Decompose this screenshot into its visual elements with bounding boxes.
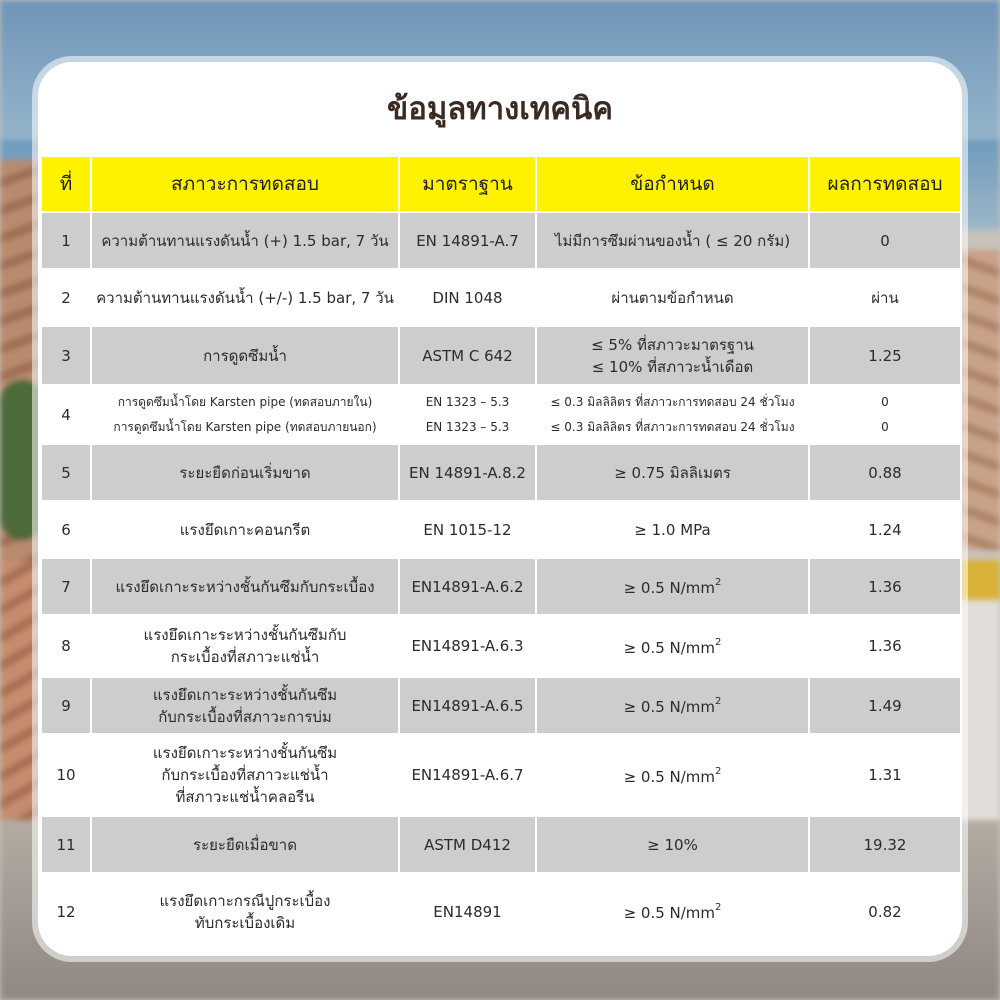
cell-no bbox=[42, 735, 90, 815]
cell-standard bbox=[400, 213, 535, 268]
cell-no bbox=[42, 327, 90, 384]
cell-result-line: 1.36 bbox=[868, 637, 902, 655]
technical-data-card bbox=[38, 62, 962, 956]
cell-result-line: 1.31 bbox=[868, 766, 902, 784]
cell-standard-line: DIN 1048 bbox=[432, 288, 503, 307]
cell-result bbox=[810, 327, 960, 384]
cell-standard bbox=[400, 386, 535, 443]
cell-spec bbox=[537, 735, 808, 815]
cell-standard bbox=[400, 678, 535, 733]
cell-condition bbox=[92, 502, 398, 557]
cell-no-line: 9 bbox=[61, 696, 71, 715]
cell-spec-line: ≥ 0.75 มิลลิเมตร bbox=[614, 463, 731, 482]
cell-condition bbox=[92, 616, 398, 676]
cell-spec bbox=[537, 327, 808, 384]
cell-spec-line: ≤ 5% ที่สภาวะมาตรฐาน bbox=[591, 335, 754, 354]
cell-result-line: 0.82 bbox=[868, 902, 902, 921]
cell-condition-line: การดูดซึมน้ำโดย Karsten pipe (ทดสอบภายใน) bbox=[117, 394, 373, 409]
cell-result bbox=[810, 735, 960, 815]
cell-condition-line: แรงยึดเกาะระหว่างชั้นกันซึม bbox=[152, 744, 338, 762]
cell-no bbox=[42, 213, 90, 268]
table-row bbox=[42, 386, 960, 443]
header-no: ที่ bbox=[42, 157, 90, 211]
cell-result-line: ผ่าน bbox=[871, 288, 899, 307]
cell-spec-line: ≥ 0.5 $N/mm^2$ bbox=[623, 636, 722, 657]
cell-condition-line: ความต้านทานแรงดันน้ำ (+/-) 1.5 bar, 7 วัน bbox=[96, 288, 394, 307]
cell-standard-line: EN 14891-A.8.2 bbox=[409, 463, 526, 482]
cell-standard bbox=[400, 616, 535, 676]
cell-spec bbox=[537, 502, 808, 557]
cell-spec-line: ไม่มีการซึมผ่านของน้ำ ( ≤ 20 กรัม) bbox=[554, 231, 791, 250]
superscript-2: 2 bbox=[715, 577, 722, 588]
cell-condition bbox=[92, 735, 398, 815]
superscript-2: 2 bbox=[715, 765, 722, 777]
cell-condition-line: ระยะยืดเมื่อขาด bbox=[193, 835, 297, 854]
cell-condition bbox=[92, 559, 398, 614]
cell-condition-line: การดูดซึมน้ำโดย Karsten pipe (ทดสอบภายนอก) bbox=[113, 419, 377, 434]
cell-no-line: 4 bbox=[61, 405, 71, 424]
cell-spec bbox=[537, 874, 808, 949]
header-row bbox=[42, 157, 960, 211]
cell-result-line: 1.49 bbox=[868, 696, 902, 715]
cell-standard-line: EN 1323 – 5.3 bbox=[425, 394, 510, 409]
table-row bbox=[42, 616, 960, 676]
cell-condition-line: ทับกระเบื้องเดิม bbox=[194, 913, 296, 932]
cell-standard-line: ASTM D412 bbox=[424, 835, 511, 854]
cell-condition-line: แรงยึดเกาะระหว่างชั้นกันซึม bbox=[152, 685, 338, 704]
header-result: ผลการทดสอบ bbox=[810, 157, 960, 211]
cell-no-line: 3 bbox=[61, 346, 71, 365]
cell-result bbox=[810, 386, 960, 443]
cell-result bbox=[810, 502, 960, 557]
cell-condition bbox=[92, 270, 398, 325]
cell-spec-line: ≥ 0.5 $N/mm^2$ bbox=[623, 765, 722, 786]
cell-spec-line: ≥ 1.0 MPa bbox=[634, 520, 711, 539]
cell-result-line: 0 bbox=[881, 394, 889, 409]
cell-standard bbox=[400, 445, 535, 500]
cell-no-line: 6 bbox=[61, 520, 71, 539]
table-row bbox=[42, 213, 960, 268]
cell-condition-line: กับกระเบื้องที่สภาวะแช่น้ำ bbox=[161, 766, 329, 784]
cell-result-line: 0 bbox=[881, 419, 889, 434]
cell-result bbox=[810, 616, 960, 676]
cell-standard bbox=[400, 735, 535, 815]
header-spec: ข้อกำหนด bbox=[537, 157, 808, 211]
superscript-2: 2 bbox=[715, 902, 722, 913]
cell-condition-line: ระยะยืดก่อนเริ่มขาด bbox=[179, 463, 311, 482]
cell-standard bbox=[400, 270, 535, 325]
cell-condition bbox=[92, 874, 398, 949]
cell-spec bbox=[537, 445, 808, 500]
cell-standard-line: EN 14891-A.7 bbox=[416, 231, 519, 250]
cell-no-line: 12 bbox=[56, 902, 76, 921]
cell-standard bbox=[400, 327, 535, 384]
cell-standard bbox=[400, 559, 535, 614]
cell-no bbox=[42, 445, 90, 500]
cell-spec-line: ≤ 10% ที่สภาวะน้ำเดือด bbox=[591, 357, 754, 376]
cell-spec bbox=[537, 817, 808, 872]
cell-standard-line: EN14891-A.6.7 bbox=[411, 766, 524, 784]
cell-spec bbox=[537, 559, 808, 614]
cell-result bbox=[810, 678, 960, 733]
cell-condition-line: แรงยึดเกาะระหว่างชั้นกันซึมกับ bbox=[143, 626, 347, 644]
cell-result bbox=[810, 817, 960, 872]
cell-no bbox=[42, 386, 90, 443]
cell-no bbox=[42, 502, 90, 557]
cell-spec bbox=[537, 678, 808, 733]
cell-result bbox=[810, 213, 960, 268]
cell-result-line: 0.88 bbox=[868, 463, 902, 482]
cell-standard bbox=[400, 502, 535, 557]
cell-no bbox=[42, 678, 90, 733]
cell-condition-line: แรงยึดเกาะคอนกรีต bbox=[179, 520, 311, 539]
cell-standard-line: EN14891 bbox=[433, 902, 502, 921]
superscript-2: 2 bbox=[715, 696, 722, 707]
table-row bbox=[42, 874, 960, 949]
cell-standard-line: EN14891-A.6.5 bbox=[411, 696, 524, 715]
table-row bbox=[42, 270, 960, 325]
cell-standard bbox=[400, 874, 535, 949]
header-standard: มาตราฐาน bbox=[400, 157, 535, 211]
cell-standard-line: EN 1015-12 bbox=[423, 520, 512, 539]
cell-spec-line: ผ่านตามข้อกำหนด bbox=[611, 288, 734, 307]
table-row bbox=[42, 502, 960, 557]
cell-standard-line: EN14891-A.6.3 bbox=[411, 637, 524, 655]
cell-condition-line: กับกระเบื้องที่สภาวะการบ่ม bbox=[158, 707, 332, 726]
cell-no-line: 5 bbox=[61, 463, 71, 482]
cell-condition-line: แรงยึดเกาะกรณีปูกระเบื้อง bbox=[159, 891, 331, 910]
superscript-2: 2 bbox=[715, 636, 722, 648]
header-condition: สภาวะการทดสอบ bbox=[92, 157, 398, 211]
cell-result-line: 19.32 bbox=[863, 835, 907, 854]
cell-result bbox=[810, 270, 960, 325]
cell-condition bbox=[92, 445, 398, 500]
cell-spec-line: ≥ 0.5 $N/mm^2$ bbox=[623, 696, 722, 716]
cell-no-line: 8 bbox=[61, 637, 71, 655]
cell-no-line: 11 bbox=[56, 835, 76, 854]
cell-no bbox=[42, 559, 90, 614]
cell-condition-line: แรงยึดเกาะระหว่างชั้นกันซึมกับกระเบื้อง bbox=[115, 577, 375, 596]
cell-standard-line: EN14891-A.6.2 bbox=[411, 577, 524, 596]
table-row bbox=[42, 445, 960, 500]
cell-result-line: 1.24 bbox=[868, 520, 902, 539]
table-body bbox=[42, 213, 960, 949]
cell-standard bbox=[400, 817, 535, 872]
cell-condition bbox=[92, 213, 398, 268]
cell-condition bbox=[92, 386, 398, 443]
table-row bbox=[42, 678, 960, 733]
cell-condition bbox=[92, 327, 398, 384]
cell-spec bbox=[537, 270, 808, 325]
cell-result-line: 1.36 bbox=[868, 577, 902, 596]
cell-no-line: 10 bbox=[56, 766, 76, 784]
cell-spec bbox=[537, 386, 808, 443]
table-row bbox=[42, 735, 960, 815]
cell-no bbox=[42, 616, 90, 676]
cell-result-line: 0 bbox=[880, 231, 890, 250]
cell-no-line: 2 bbox=[61, 288, 71, 307]
cell-result bbox=[810, 445, 960, 500]
cell-standard-line: EN 1323 – 5.3 bbox=[425, 419, 510, 434]
cell-condition-line: การดูดซึมน้ำ bbox=[203, 346, 287, 365]
cell-spec-line: ≥ 10% bbox=[647, 835, 698, 854]
technical-data-table bbox=[40, 155, 962, 951]
cell-result-line: 1.25 bbox=[868, 346, 902, 365]
table-row bbox=[42, 327, 960, 384]
cell-spec-line: ≥ 0.5 $N/mm^2$ bbox=[623, 902, 722, 922]
table-row bbox=[42, 817, 960, 872]
cell-no bbox=[42, 874, 90, 949]
cell-condition bbox=[92, 817, 398, 872]
cell-condition-line: กระเบื้องที่สภาวะแช่น้ำ bbox=[170, 648, 320, 666]
cell-condition bbox=[92, 678, 398, 733]
cell-spec-line: ≤ 0.3 มิลลิลิตร ที่สภาวะการทดสอบ 24 ชั่วโมง bbox=[550, 419, 795, 434]
cell-spec bbox=[537, 616, 808, 676]
cell-condition-line: ที่สภาวะแช่น้ำคลอรีน bbox=[175, 788, 315, 806]
cell-no-line: 7 bbox=[61, 577, 71, 596]
cell-result bbox=[810, 559, 960, 614]
cell-no-line: 1 bbox=[61, 231, 71, 250]
cell-spec-line: ≥ 0.5 $N/mm^2$ bbox=[623, 577, 722, 597]
cell-result bbox=[810, 874, 960, 949]
cell-no bbox=[42, 270, 90, 325]
cell-spec bbox=[537, 213, 808, 268]
table-row bbox=[42, 559, 960, 614]
cell-spec-line: ≤ 0.3 มิลลิลิตร ที่สภาวะการทดสอบ 24 ชั่วโมง bbox=[550, 394, 795, 409]
page-title: ข้อมูลทางเทคนิค bbox=[387, 91, 613, 127]
cell-no bbox=[42, 817, 90, 872]
cell-condition-line: ความต้านทานแรงดันน้ำ (+) 1.5 bar, 7 วัน bbox=[101, 231, 389, 250]
cell-standard-line: ASTM C 642 bbox=[422, 346, 513, 365]
